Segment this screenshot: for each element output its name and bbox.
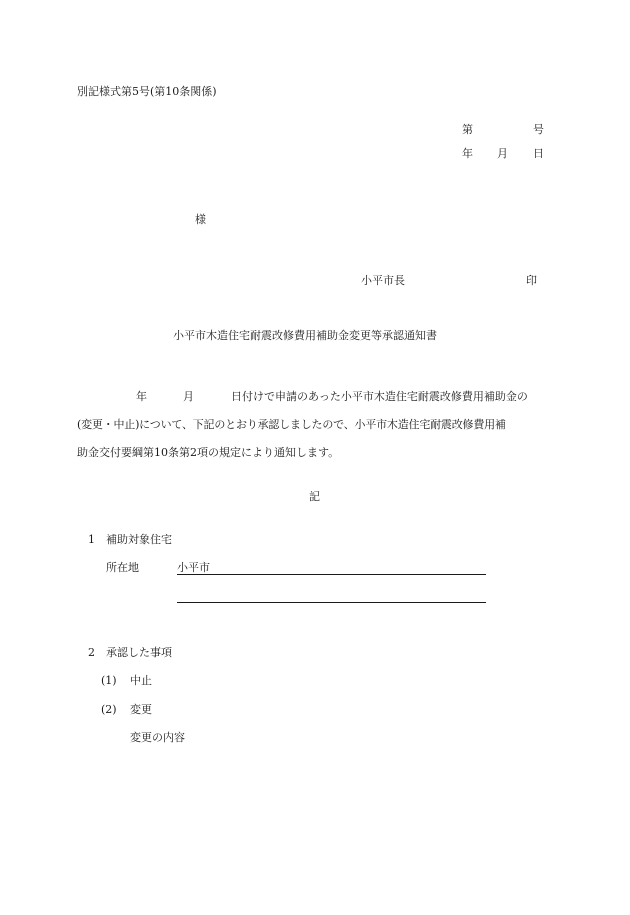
date-day-label: 日	[533, 147, 544, 160]
number-prefix: 第	[462, 123, 473, 136]
issuer-name: 小平市長	[361, 274, 405, 287]
item-2-label: 変更	[130, 703, 152, 716]
body-month-label: 月	[183, 390, 194, 403]
section-2-number: 2	[88, 646, 95, 659]
body-line-2: (変更・中止)について、下記のとおり承認しましたので、小平市木造住宅耐震改修費用補	[77, 418, 506, 431]
location-value: 小平市	[177, 561, 210, 574]
section-2-heading: 承認した事項	[106, 646, 172, 659]
location-underline-1	[177, 574, 486, 575]
document-title: 小平市木造住宅耐震改修費用補助金変更等承認通知書	[173, 329, 437, 342]
date-month-label: 月	[497, 147, 508, 160]
ki-heading: 記	[309, 490, 320, 503]
body-line-3: 助金交付要綱第10条第2項の規定により通知します。	[77, 446, 340, 459]
section-1-heading: 補助対象住宅	[106, 533, 172, 546]
section-1-number: 1	[88, 533, 95, 546]
number-suffix: 号	[533, 123, 544, 136]
location-label: 所在地	[106, 561, 139, 574]
location-underline-2	[177, 602, 486, 603]
change-detail-label: 変更の内容	[130, 731, 185, 744]
item-1-label: 中止	[130, 674, 152, 687]
date-year-label: 年	[462, 147, 473, 160]
item-2-number: (2)	[101, 703, 117, 716]
seal-mark: 印	[526, 274, 537, 287]
addressee-suffix: 様	[195, 213, 206, 226]
body-year-label: 年	[136, 390, 147, 403]
item-1-number: (1)	[101, 674, 117, 687]
body-line-1: 日付けで申請のあった小平市木造住宅耐震改修費用補助金の	[231, 390, 528, 403]
form-id: 別記様式第5号(第10条関係)	[77, 85, 217, 98]
